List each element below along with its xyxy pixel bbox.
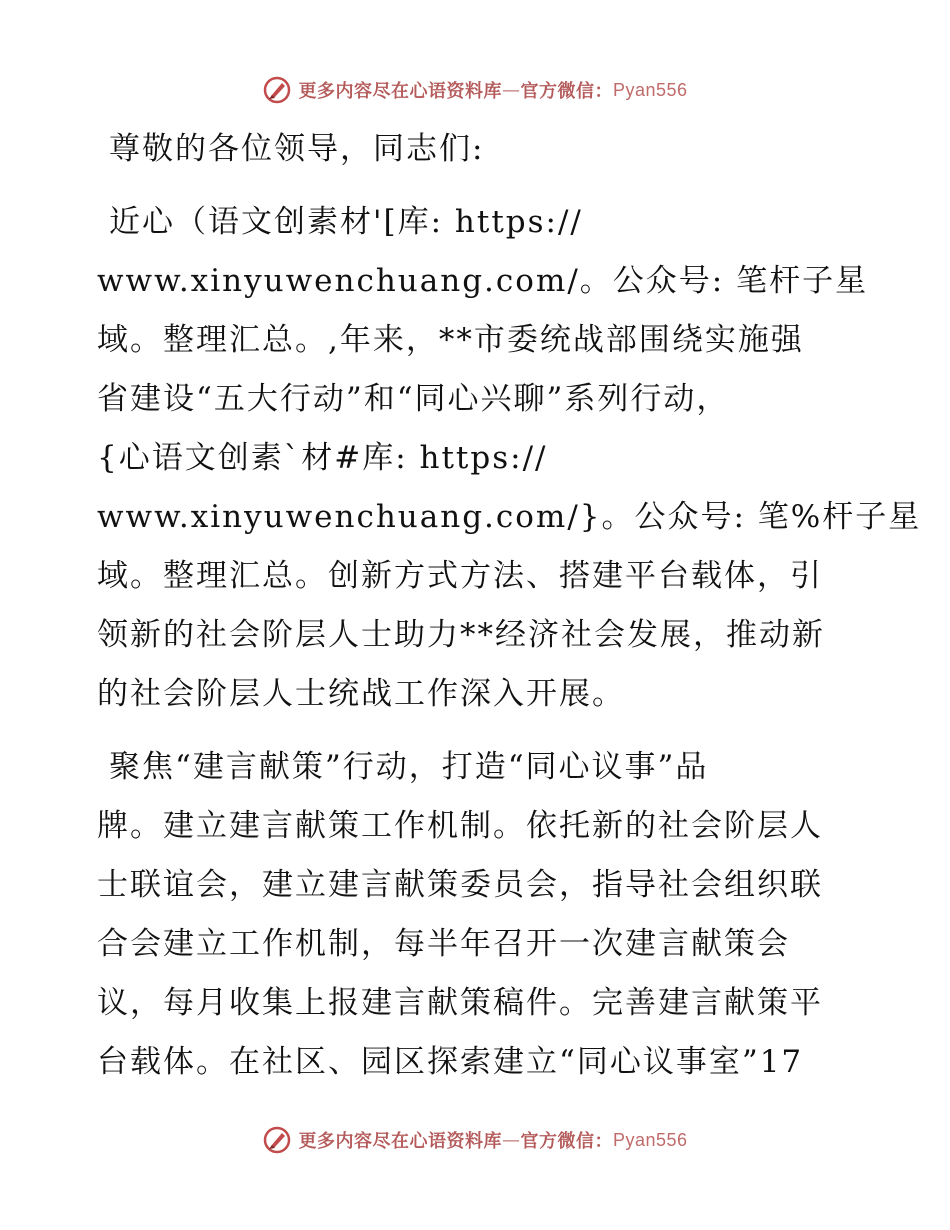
paragraph-line: {心语文创素`材#库: https:// (97, 440, 548, 476)
paragraph-line: 省建设“五大行动”和“同心兴聊”系列行动， (97, 381, 730, 417)
paragraph-line: 聚焦“建言献策”行动，打造“同心议事”品 (109, 749, 709, 785)
paragraph-line: 域。整理汇总。创新方式方法、搭建平台载体，引 (97, 558, 823, 594)
paragraph-line: www.xinyuwenchuang.com/}。公众号: 笔%杆子星 (97, 499, 922, 535)
document-body (97, 120, 922, 1106)
paragraph-line: 合会建立工作机制，每半年召开一次建言献策会 (97, 926, 790, 962)
banner-wechat-id: Pyan556 (612, 1129, 688, 1150)
banner-wechat-id: Pyan556 (612, 79, 688, 100)
paragraph-1 (97, 193, 922, 724)
paragraph-line: 议，每月收集上报建言献策稿件。完善建言献策平 (97, 985, 823, 1021)
banner-separator: — (501, 79, 521, 101)
banner-wechat-label: 官方微信： (520, 1131, 613, 1152)
paragraph-line: 的社会阶层人士统战工作深入开展。 (97, 676, 625, 712)
banner-separator: — (501, 1129, 521, 1151)
footer-banner (0, 1120, 950, 1160)
paragraph-line: 牌。建立建言献策工作机制。依托新的社会阶层人 (97, 808, 823, 844)
header-banner (0, 70, 950, 110)
paragraph-line: 近心（语文创素材'[库: https:// (109, 204, 583, 240)
paragraph-line: 士联谊会，建立建言献策委员会，指导社会组织联 (97, 867, 823, 903)
pen-logo-icon (262, 75, 292, 105)
banner-main-text: 更多内容尽在心语资料库 (298, 81, 502, 102)
paragraph-line: 台载体。在社区、园区探索建立“同心议事室”17 (97, 1044, 804, 1080)
paragraph-line: www.xinyuwenchuang.com/。公众号: 笔杆子星 (97, 263, 869, 299)
banner-wechat-label: 官方微信： (520, 81, 613, 102)
paragraph-line: 领新的社会阶层人士助力**经济社会发展，推动新 (97, 617, 825, 653)
greeting-paragraph (97, 120, 857, 179)
pen-logo-icon (262, 1125, 292, 1155)
greeting-line: 尊敬的各位领导，同志们: (109, 131, 485, 167)
paragraph-line: 域。整理汇总。,年来，**市委统战部围绕实施强 (97, 322, 804, 358)
banner-main-text: 更多内容尽在心语资料库 (298, 1131, 502, 1152)
paragraph-2 (97, 738, 857, 1092)
